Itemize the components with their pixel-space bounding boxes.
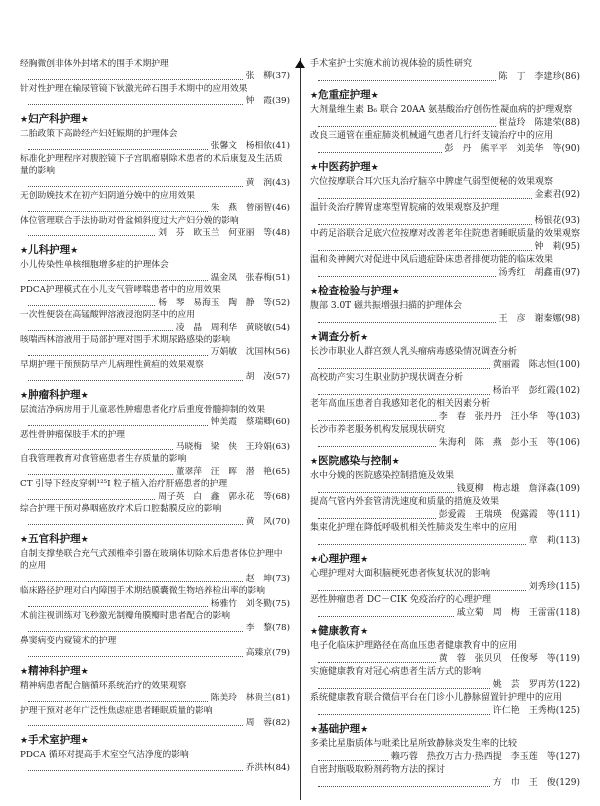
article-title: 体位管理联合手法协助对骨盆倾斜度过大产妇分娩的影响 [20,215,239,226]
section-label: 健康教育 [318,625,361,637]
author-page: 金素君(92) [534,190,580,200]
author-page: 周子英 白 鑫 郭永花 等(68) [158,491,290,502]
article-title: 综合护理干预对鼻咽癌放疗术后口腔黏膜反应的影响 [20,504,222,515]
toc-entry[interactable] [310,202,580,228]
section-heading [310,722,580,738]
toc-entry[interactable] [310,176,580,202]
toc-entry[interactable] [310,58,580,84]
article-title: 术前注视训练对飞秒激光制瓣角膜瓣时患者配合的影响 [20,611,230,622]
star-icon: ★ [360,627,369,637]
author-page: 黄丽霞 陈志恒(100) [492,360,580,370]
toc-entry[interactable] [20,190,290,215]
toc-entry[interactable] [310,346,580,372]
section-label: 医院感染与控制 [318,455,392,467]
article-title: 精神病患者配合脑循环系统治疗的效果观察 [20,680,187,691]
author-page: 朱海利 陈 燕 彭小玉 等(106) [438,438,580,448]
author-page: 李 黎(78) [245,623,290,634]
author-page: 乔洪林(84) [245,762,290,773]
section-label: 妇产科护理 [28,112,81,125]
toc-entry[interactable] [20,215,290,240]
dot-leader [28,770,243,771]
toc-entry[interactable] [20,610,290,635]
section-heading [20,532,290,548]
star-icon: ★ [20,390,29,401]
article-title: 一次性便袋在高锰酸钾溶液浸泡阴茎中的应用 [20,310,195,321]
toc-entry[interactable] [20,83,290,108]
toc-entry[interactable] [310,568,580,594]
article-title: 心理护理对大面积脑梗死患者恢复状况的影响 [310,569,491,579]
toc-entry[interactable] [20,58,290,83]
section-heading [310,330,580,346]
star-icon: ★ [310,725,319,735]
column-divider [300,58,301,800]
article-title: 经胸微创非体外封堵术的围手术期护理 [20,59,169,69]
author-page: 王 彦 谢秦娜(98) [498,314,580,324]
section-label: 危重症护理 [318,89,371,101]
author-page: 章 莉(113) [528,536,580,546]
article-title: 穴位按摩联合耳穴压丸治疗脑卒中脾虚气弱型便秘的效果观察 [310,177,554,187]
toc-entry[interactable] [310,424,580,450]
author-page: 崔益玲 陈建荣(88) [498,118,580,128]
article-title: 早期护理干预预防早产儿病理性黄疸的效果观察 [20,359,204,370]
author-page: 朱 燕 曾丽智(46) [210,203,290,214]
dot-leader [318,590,526,591]
toc-entry[interactable] [20,128,290,153]
author-page: 高臻京(79) [245,648,290,659]
toc-entry[interactable] [310,496,580,522]
article-title: 高校助产实习生职业防护现状调查分析 [310,373,464,383]
star-icon: ★ [20,736,29,747]
article-title: 咳喘西林溶液用于局部护理对围手术期尿路感染的影响 [20,335,230,346]
author-page: 杨 琴 易海玉 陶 静 等(52) [158,297,290,308]
star-icon: ★ [80,736,89,747]
section-heading [310,552,580,568]
dot-leader [28,79,243,80]
article-title: 临床路径护理对白内障围手术期结膜囊微生物培养检出率的影响 [20,586,265,597]
toc-entry[interactable] [20,680,290,705]
article-title: 系统健康教育联合微信平台在门诊小儿静脉留置针护理中的应用 [310,693,563,703]
toc-entry[interactable] [310,130,580,156]
author-page: 刘秀珍(115) [528,582,580,592]
star-icon: ★ [80,114,89,125]
star-icon: ★ [370,91,379,101]
toc-entry[interactable] [20,585,290,610]
dot-leader [28,104,243,105]
star-icon: ★ [80,666,89,677]
article-title: 中药足浴联合足底穴位按摩对改善老年住院患者睡眠质量的效果观察 [310,229,581,239]
section-heading [20,664,290,680]
dot-leader [28,425,208,426]
dot-leader [318,446,436,447]
article-title: 针对性护理在输尿管镜下钬激光碎石围手术期中的应用效果 [20,83,248,94]
toc-entry[interactable] [310,398,580,424]
toc-entry[interactable] [310,522,580,548]
author-page: 刘 芬 欧玉兰 何亚丽 等(48) [158,228,290,239]
dot-leader [318,224,532,225]
article-title: 恶性肿瘤患者 DC－CIK 免疫治疗的心理护理 [310,595,491,605]
dot-leader [28,701,208,702]
star-icon: ★ [360,555,369,565]
dot-leader [318,80,496,81]
toc-entry[interactable] [20,453,290,478]
article-title: 自制支撑垫联合充气式颈椎牵引器在玻璃体切除术后患者体位护理中的应用 [20,548,283,572]
author-page: 许仁艳 王秀梅(125) [492,706,580,716]
author-page: 黄 风(70) [245,516,290,527]
toc-entry[interactable] [20,404,290,429]
dot-leader [318,714,490,715]
dot-leader [28,330,173,331]
article-title: 电子化临床护理路径在高血压患者健康教育中的应用 [310,641,518,651]
dot-leader [318,518,436,519]
article-title: 老年高血压患者自我感知老化的相关因素分析 [310,399,491,409]
dot-leader [28,499,155,500]
star-icon: ★ [310,457,319,467]
section-label: 精神科护理 [28,664,81,677]
article-title: 改良三通管在重症肺炎机械通气患者几行纤支镜治疗中的应用 [310,131,554,141]
article-title: 长沙市养老服务机构发展现状研究 [310,425,446,435]
article-title: 标准化护理程序对腹腔镜下子宫肌瘤剔除术患者的术后康复及生活质量的影响 [20,153,283,176]
toc-entry[interactable] [310,640,580,666]
right-column [310,58,580,800]
author-page: 钟 霞(39) [245,96,290,107]
author-page: 凌 晶 周利华 黄晓敏(54) [175,322,290,333]
article-title: 小儿传染性单核细胞增多症的护理体会 [20,260,169,271]
dot-leader [28,524,243,525]
toc-entry[interactable] [20,749,290,774]
author-page: 赵 坤(73) [245,573,290,584]
author-page: 钟 莉(95) [534,242,580,252]
toc-entry[interactable] [310,372,580,398]
toc-entry[interactable] [20,478,290,503]
author-page: 张馨文 杨相依(41) [210,141,290,152]
toc-entry[interactable] [310,738,580,764]
dot-leader [318,616,454,617]
left-column [20,58,290,800]
article-title: CT 引导下经皮穿刺¹²⁵I 粒子植入治疗肝癌患者的护理 [20,479,228,490]
toc-entry[interactable] [310,470,580,496]
star-icon: ★ [310,627,319,637]
toc-entry[interactable] [20,705,290,730]
star-icon: ★ [20,534,29,545]
article-title: 二胎政策下高龄经产妇妊娠期的护理体会 [20,128,178,139]
section-label: 心理护理 [318,553,361,565]
toc-entry[interactable] [310,104,580,130]
dot-leader [318,394,490,395]
section-label: 中医药护理 [318,161,371,173]
section-heading [310,454,580,470]
article-title: 自我管理教育对食管癌患者生存质量的影响 [20,454,187,465]
article-title: 水中分娩的医院感染控制措施及效果 [310,471,455,481]
table-of-contents [20,58,582,800]
dot-leader [318,126,496,127]
dot-leader [28,380,243,381]
dot-leader [28,725,243,726]
star-icon: ★ [70,246,79,257]
dot-leader [28,656,243,657]
author-page: 李 春 张丹丹 汪小华 等(103) [438,412,580,422]
toc-entry[interactable] [20,359,290,384]
star-icon: ★ [20,246,29,257]
toc-entry[interactable] [310,228,580,254]
toc-entry[interactable] [20,153,290,190]
star-icon: ★ [391,287,400,297]
toc-entry[interactable] [20,259,290,284]
author-page: 戚立菊 周 梅 王雷雷(118) [456,608,580,618]
star-icon: ★ [391,457,400,467]
section-heading [20,243,290,259]
author-page: 赖巧蓉 热孜万古力·热西提 李玉莲 等(127) [390,752,580,762]
article-title: 自密封瓶吸取粉剂药物方法的探讨 [310,765,446,775]
article-title: PDCA护理模式在小儿支气管哮喘患者中的应用效果 [20,285,221,296]
article-title: 实施健康教育对冠心病患者生活方式的影响 [310,667,482,677]
dot-leader [28,606,208,607]
article-title: 层流洁净病房用于儿童恶性肿瘤患者化疗后重度骨髓抑制的效果 [20,404,265,415]
toc-entry[interactable] [20,635,290,660]
author-page: 彭爱霞 王瑞瑛 倪露霞 等(111) [438,510,580,520]
author-page: 杨治平 彭红霞(102) [492,386,580,396]
dot-leader [28,631,243,632]
dot-leader [28,149,208,150]
article-title: 护理干预对老年广泛性焦虑症患者睡眠质量的影响 [20,705,213,716]
star-icon: ★ [20,666,29,677]
toc-entry[interactable] [310,666,580,692]
dot-leader [318,250,532,251]
dot-leader [318,276,496,277]
section-label: 五官科护理 [28,532,81,545]
section-heading [310,284,580,300]
dot-leader [318,662,436,663]
dot-leader [318,760,388,761]
author-page: 彭 丹 熊平平 刘美华 等(90) [444,144,580,154]
dot-leader [28,449,173,450]
section-label: 调查分析 [318,331,361,343]
author-page: 万娟敏 沈国林(56) [210,347,290,358]
star-icon: ★ [310,91,319,101]
arrow-up-icon [295,60,305,68]
section-heading [310,624,580,640]
author-page: 黄 蓉 张贝贝 任俊琴 等(119) [438,654,580,664]
author-page: 方 巾 王 俊(129) [492,778,580,788]
article-title: 温和灸神阙穴对促进中风后遗症卧床患者排便功能的临床效果 [310,255,554,265]
dot-leader [28,280,208,281]
section-label: 基础护理 [318,723,361,735]
dot-leader [318,786,490,787]
dot-leader [28,581,243,582]
toc-entry[interactable] [20,284,290,309]
toc-entry[interactable] [20,548,290,585]
dot-leader [318,152,442,153]
star-icon: ★ [310,333,319,343]
star-icon: ★ [310,555,319,565]
dot-leader [318,688,490,689]
dot-leader [28,355,208,356]
section-label: 手术室护理 [28,734,81,747]
star-icon: ★ [360,333,369,343]
toc-entry[interactable] [310,692,580,718]
article-title: 手术室护士实施术前访视体验的质性研究 [310,59,473,69]
dot-leader [318,544,526,545]
star-icon: ★ [80,534,89,545]
article-title: 集束化护理在降低呼吸机相关性肺炎发生率中的应用 [310,523,518,533]
toc-entry[interactable] [310,254,580,280]
article-title: 腹部 3.0T 磁共振增强扫描的护理体会 [310,301,463,311]
author-page: 杨银花(93) [534,216,580,226]
article-title: 多柔比星脂质体与吡柔比星所致静脉炎发生率的比较 [310,739,518,749]
section-heading [20,733,290,749]
article-title: 大剂量维生素 B₆ 联合 20AA 氨基酸治疗创伤性凝血病的护理观察 [310,105,573,115]
dot-leader [318,322,496,323]
author-page: 陈 丁 李建珍(86) [498,72,580,82]
article-title: PDCA 循环对提高手术室空气洁净度的影响 [20,750,189,761]
author-page: 黄 润(43) [245,178,290,189]
author-page: 汤秀红 胡鑫甫(97) [498,268,580,278]
author-page: 马晓梅 梁 侠 王玲娟(63) [175,441,290,452]
author-page: 钱夏柳 梅志雄 詹泽森(109) [456,484,580,494]
toc-entry[interactable] [20,309,290,334]
author-page: 周 蓉(82) [245,717,290,728]
section-heading [310,88,580,104]
article-title: 鼻窦病变内窥镜术的护理 [20,635,117,646]
article-title: 恶性骨肿瘤保肢手术的护理 [20,429,125,440]
author-page: 张 柳(37) [245,71,290,82]
toc-entry[interactable] [20,503,290,528]
dot-leader [28,305,155,306]
article-title: 温针灸治疗脾胃虚寒型胃脘痛的效果观察及护理 [310,203,500,213]
star-icon: ★ [310,287,319,297]
toc-entry[interactable] [310,764,580,790]
star-icon: ★ [20,114,29,125]
author-page: 杨雅竹 刘冬勤(75) [210,598,290,609]
dot-leader [28,474,173,475]
section-label: 检查检验与护理 [318,285,392,297]
section-heading [310,160,580,176]
article-title: 提高气管内外套管清洗速度和质量的措施及效果 [310,497,500,507]
dot-leader [318,368,490,369]
star-icon: ★ [310,163,319,173]
star-icon: ★ [370,163,379,173]
toc-entry[interactable] [310,300,580,326]
section-label: 儿科护理 [28,244,71,257]
toc-entry[interactable] [20,429,290,454]
author-page: 温金凤 张春梅(51) [210,272,290,283]
dot-leader [318,420,436,421]
star-icon: ★ [360,725,369,735]
section-heading [20,112,290,128]
dot-leader [28,186,243,187]
section-label: 肿瘤科护理 [28,388,81,401]
section-heading [20,388,290,404]
toc-entry[interactable] [20,334,290,359]
author-page: 陈美玲 林贵兰(81) [210,693,290,704]
author-page: 胡 凌(57) [245,372,290,383]
dot-leader [318,492,454,493]
article-title: 长沙市职业人群宫颈人乳头瘤病毒感染情况调查分析 [310,347,518,357]
author-page: 姚 芸 罗再芳(122) [492,680,580,690]
author-page: 钟美霞 蔡瑞卿(60) [210,417,290,428]
dot-leader [28,211,208,212]
article-title: 无创助娩技术在初产妇阴道分娩中的应用效果 [20,190,195,201]
dot-leader [318,198,532,199]
toc-entry[interactable] [310,594,580,620]
star-icon: ★ [80,390,89,401]
author-page: 董翠萍 汪 晖 潜 艳(65) [175,466,290,477]
dot-leader [28,235,155,236]
